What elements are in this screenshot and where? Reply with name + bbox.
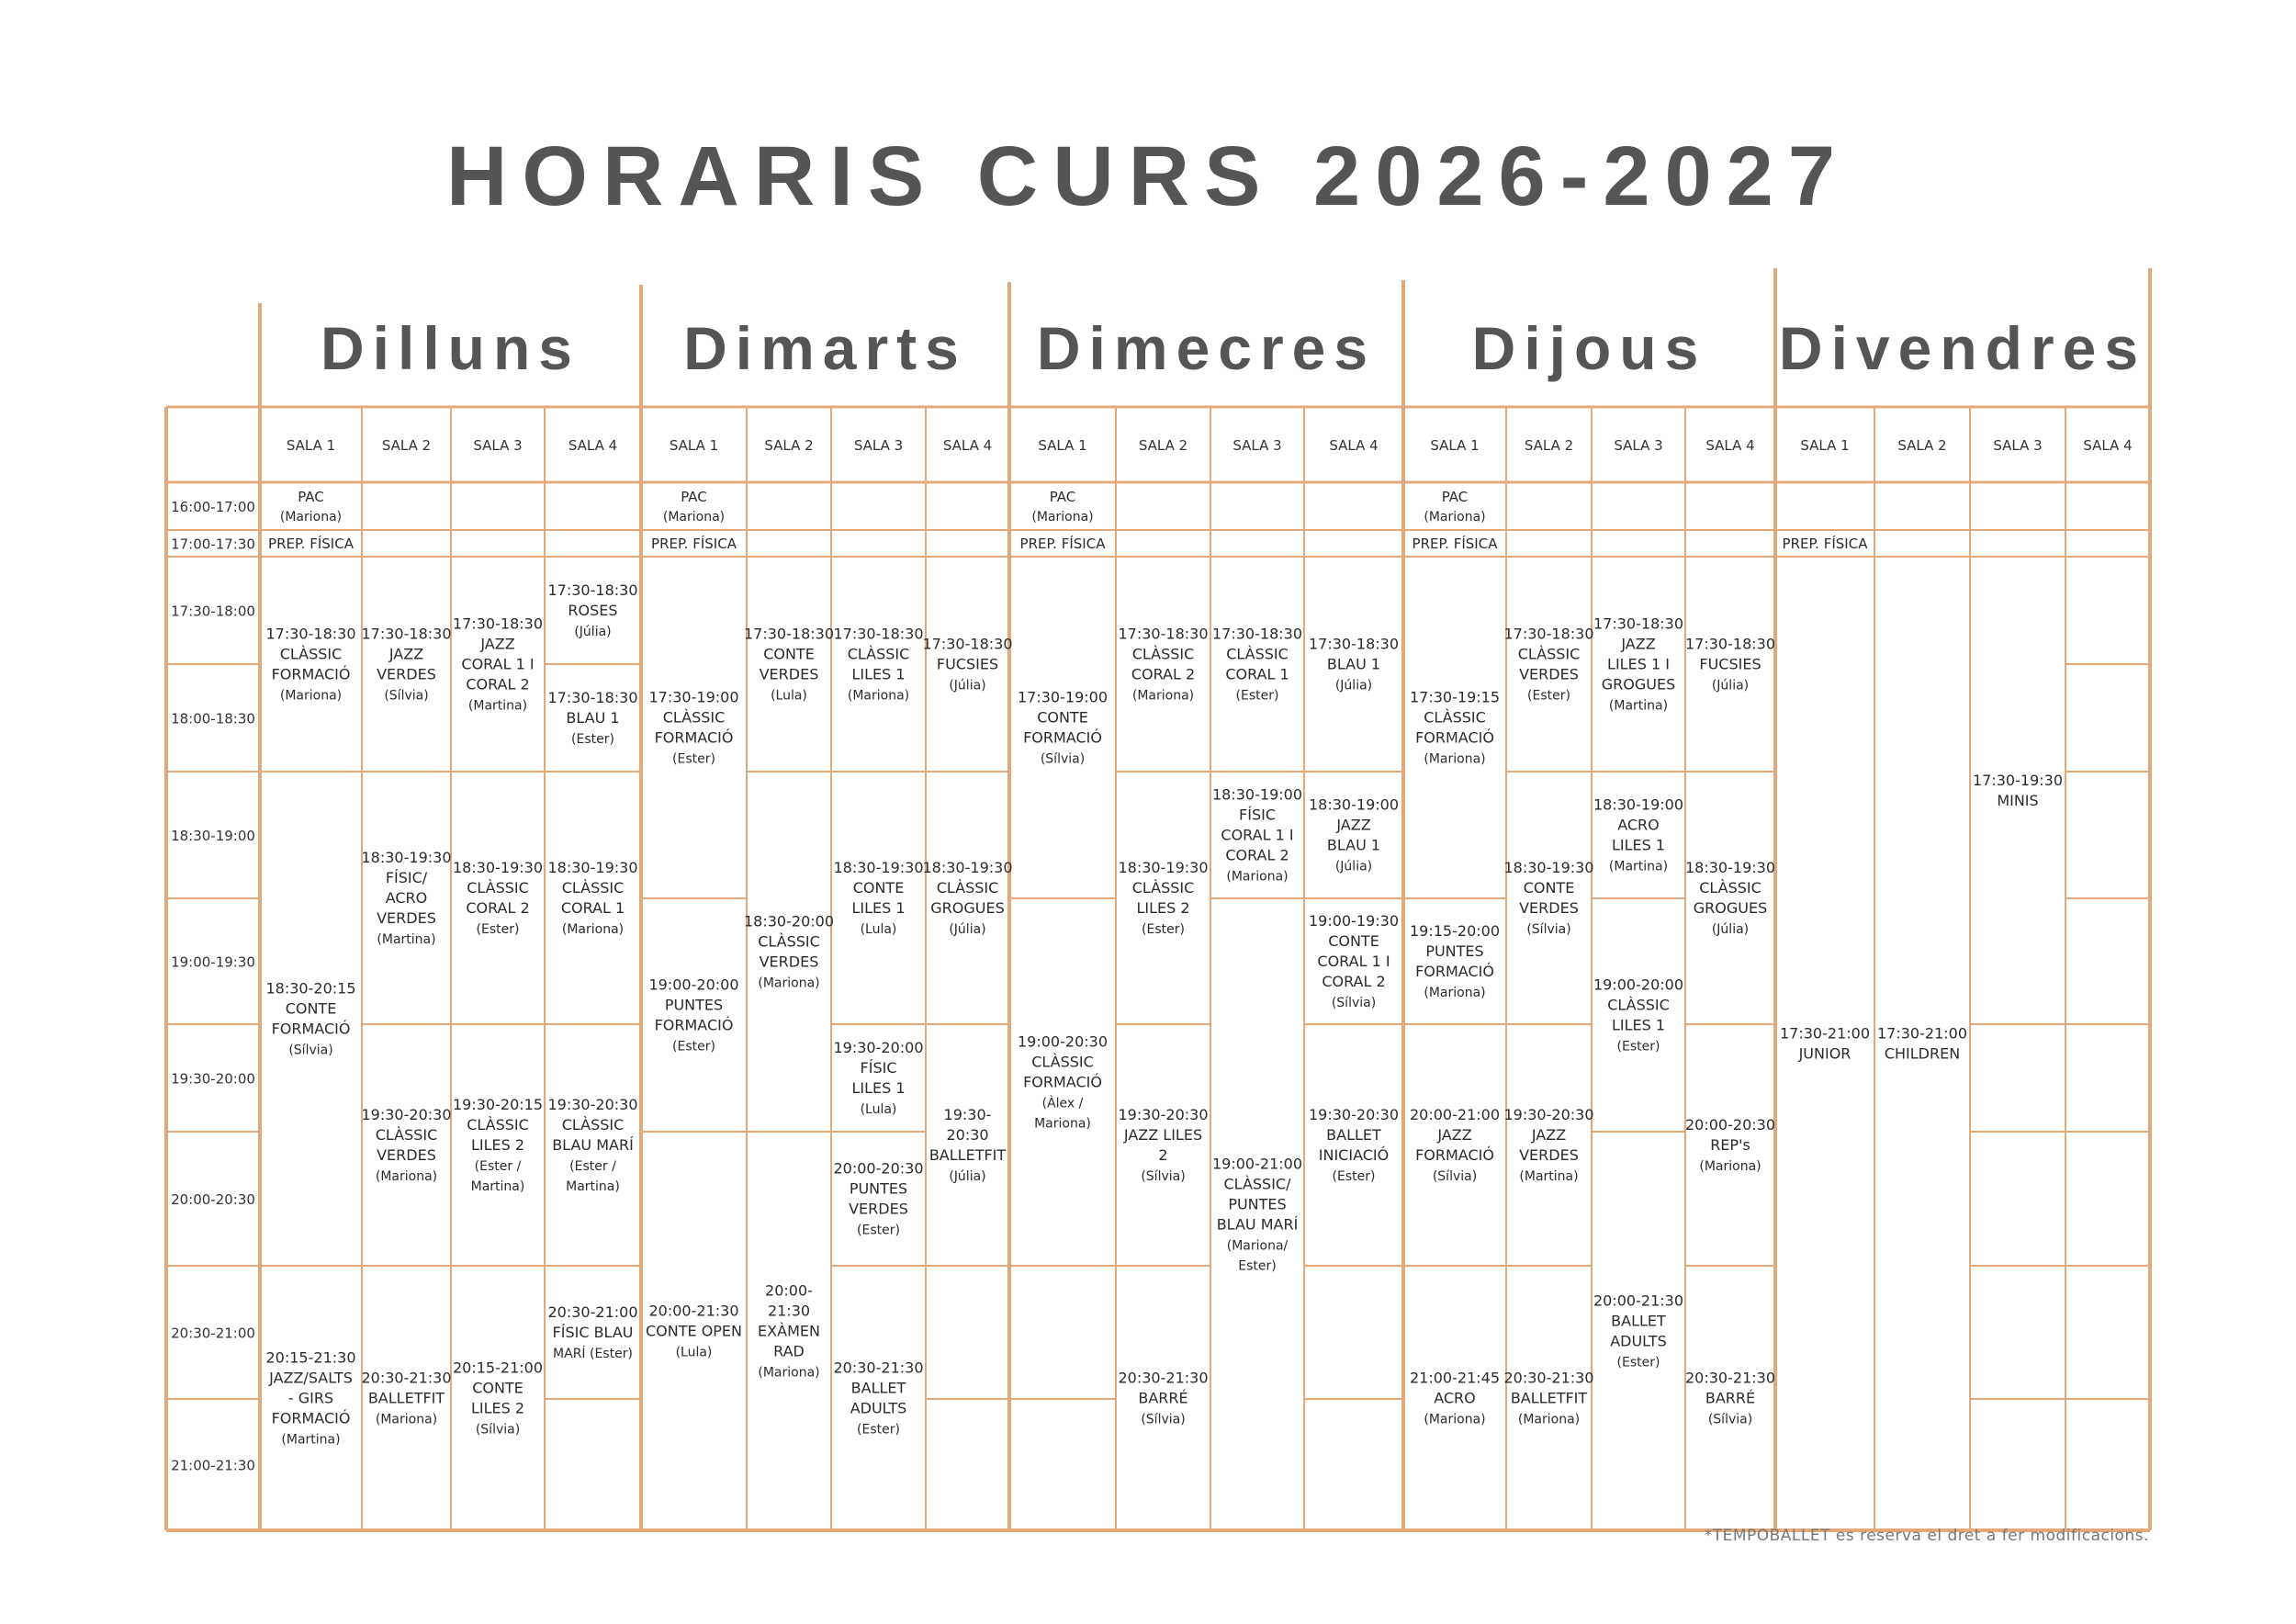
day-header-dijous: Dijous <box>1471 314 1707 382</box>
class-cell-text: PAC <box>1441 488 1469 505</box>
class-cell-text: 17:30-18:30 <box>1685 635 1775 653</box>
class-cell-text: FORMACIÓ <box>271 1020 351 1038</box>
class-cell-text: FORMACIÓ <box>1415 728 1494 747</box>
time-slot-label: 17:00-17:30 <box>171 536 255 553</box>
class-cell-text: FÍSIC <box>1239 806 1276 824</box>
time-slot-label: 19:00-19:30 <box>171 953 255 971</box>
class-cell-text: PAC <box>681 488 707 505</box>
class-cell-text: 18:30-19:30 <box>1118 859 1209 877</box>
class-cell-text: CONTE <box>852 879 905 897</box>
class-cell-text: CORAL 2 <box>1225 846 1289 864</box>
class-cell-text: ADULTS <box>850 1399 907 1417</box>
class-cell-text: CONTE <box>1328 932 1379 951</box>
class-cell-text: FUCSIES <box>1699 655 1761 673</box>
class-cell-text: (Mariona) <box>847 688 910 704</box>
class-cell-text: CORAL 1 I <box>1317 953 1390 971</box>
class-cell-text: (Sílvia) <box>384 688 429 704</box>
class-cell-text: CLÀSSIC <box>561 879 625 897</box>
class-cell-text: LILES 2 <box>470 1399 525 1417</box>
class-cell-text: VERDES <box>377 665 436 683</box>
class-cell-text: JAZZ LILES <box>1123 1126 1203 1145</box>
class-cell-text: Martina) <box>566 1179 620 1195</box>
day-header-divendres: Divendres <box>1778 314 2147 382</box>
room-header: SALA 2 <box>1524 437 1574 454</box>
class-cell-text: PUNTES <box>1228 1195 1287 1213</box>
class-cell-text: 19:00-20:00 <box>1593 976 1683 994</box>
class-cell-text: (Mariona) <box>1699 1159 1761 1175</box>
class-cell-text: (Ester) <box>1142 922 1185 938</box>
class-cell-text: (Sílvia) <box>1040 751 1086 767</box>
class-cell-text: (Mariona) <box>1031 509 1094 524</box>
class-cell-text: (Lula) <box>860 1102 897 1118</box>
class-cell-text: FORMACIÓ <box>1415 1146 1494 1165</box>
class-cell-text: 17:30-19:00 <box>1018 688 1108 706</box>
class-cell-text: (Júlia) <box>1334 678 1373 694</box>
class-cell-text: 17:30-18:30 <box>265 625 356 643</box>
class-cell-text: (Ester) <box>1616 1039 1660 1054</box>
class-cell-text: (Sílvia) <box>1331 996 1377 1011</box>
class-cell-text: (Sílvia) <box>288 1043 333 1058</box>
class-cell-text: 2 <box>1158 1146 1168 1165</box>
class-cell-text: 18:30-20:00 <box>744 912 834 930</box>
room-header: SALA 1 <box>1800 437 1850 454</box>
class-cell-text: CLÀSSIC <box>1517 645 1581 663</box>
class-cell-text: (Ester) <box>1527 688 1570 704</box>
class-cell-text: PREP. FÍSICA <box>1782 535 1868 552</box>
class-cell-text: 17:30-18:30 <box>547 689 638 707</box>
class-cell-text: 20:00-21:30 <box>648 1302 739 1320</box>
class-cell-text: BARRÉ <box>1138 1389 1188 1407</box>
class-cell-text: GROGUES <box>1601 675 1676 694</box>
class-cell-text: (Ester) <box>1235 688 1279 704</box>
class-cell-text: (Lula) <box>675 1345 713 1360</box>
class-cell-text: (Mariona) <box>375 1412 438 1427</box>
class-cell-text: 20:15-21:30 <box>265 1348 356 1367</box>
class-cell-text: 19:15-20:00 <box>1410 922 1500 941</box>
class-cell-text: 18:30-19:00 <box>1593 795 1683 814</box>
class-cell-text: LILES 1 <box>851 899 906 918</box>
room-header: SALA 3 <box>1993 437 2043 454</box>
room-header: SALA 3 <box>473 437 523 454</box>
class-cell-text: (Mariona) <box>375 1169 438 1185</box>
class-cell-text: LILES 2 <box>1136 899 1190 918</box>
class-cell-text: CHILDREN <box>1884 1044 1961 1063</box>
class-cell-text: 20:30-21:00 <box>547 1303 638 1322</box>
class-cell-text: FORMACIÓ <box>271 665 351 683</box>
class-cell-text: ROSES <box>568 602 618 620</box>
class-cell-text: MARÍ (Ester) <box>553 1347 633 1362</box>
class-cell-text: (Sílvia) <box>475 1422 521 1438</box>
class-cell-text: FORMACIÓ <box>1023 1073 1102 1091</box>
class-cell-text: FÍSIC/ <box>385 869 428 887</box>
class-cell-text: (Mariona) <box>561 922 625 938</box>
class-cell-text: BLAU MARÍ <box>1216 1215 1299 1234</box>
class-cell-text: 18:30-19:30 <box>833 859 924 877</box>
room-header: SALA 4 <box>568 437 618 454</box>
class-cell-text: (Ester) <box>857 1422 900 1438</box>
class-cell-text: 19:30-20:30 <box>1503 1106 1594 1124</box>
class-cell-text: ACRO <box>1434 1389 1476 1407</box>
class-cell-text: 17:30-19:00 <box>648 688 739 706</box>
room-header: SALA 4 <box>1329 437 1379 454</box>
class-cell-text: FUCSIES <box>936 655 999 673</box>
class-cell-text: (Sílvia) <box>1526 922 1571 938</box>
class-cell-text: LILES 2 <box>470 1136 525 1155</box>
class-cell-text: 18:30-19:30 <box>1503 859 1594 877</box>
class-cell-text: INICIACIÓ <box>1318 1146 1390 1165</box>
class-cell-text: (Ester) <box>672 1039 715 1054</box>
class-cell-text: (Martina) <box>377 932 436 948</box>
class-cell-text: LILES 1 I <box>1607 655 1670 673</box>
time-slot-label: 18:30-19:00 <box>171 828 255 844</box>
class-cell-text: JAZZ <box>1621 635 1656 653</box>
class-cell-text: 21:00-21:45 <box>1410 1369 1500 1387</box>
class-cell-text: CONTE OPEN <box>645 1322 743 1340</box>
class-cell-text: CORAL 2 <box>1322 973 1386 991</box>
class-cell-text: CORAL 2 <box>466 899 530 918</box>
class-cell-text: 17:30-18:30 <box>547 581 638 600</box>
class-cell-text: CLÀSSIC <box>375 1126 438 1145</box>
class-cell-text: CORAL 1 <box>560 899 625 918</box>
class-cell-text: RAD <box>773 1342 805 1360</box>
room-header: SALA 2 <box>1138 437 1188 454</box>
class-cell-text: FORMACIÓ <box>1415 963 1494 981</box>
page-title: HORARIS CURS 2026-2027 <box>445 130 1850 223</box>
class-cell-text: (Júlia) <box>949 922 986 938</box>
class-cell-text: PAC <box>298 488 324 505</box>
class-cell-text: (Mariona) <box>1424 509 1486 524</box>
class-cell-text: FORMACIÓ <box>654 1016 734 1034</box>
class-cell-text: 20:30-21:30 <box>1503 1369 1594 1387</box>
class-cell-text: CLÀSSIC <box>1699 879 1761 897</box>
room-header: SALA 4 <box>1705 437 1755 454</box>
class-cell-text: 20:00-21:30 <box>1593 1291 1683 1310</box>
class-cell-text: 20:30 <box>946 1126 989 1145</box>
class-cell-text: 17:30-21:00 <box>1780 1024 1870 1043</box>
room-header: SALA 2 <box>764 437 814 454</box>
class-cell-text: 20:30-21:30 <box>1685 1369 1775 1387</box>
class-cell-text: 18:30-19:00 <box>1309 795 1399 814</box>
class-cell-text: 19:30-20:30 <box>361 1106 452 1124</box>
class-cell-text: 20:00- <box>765 1281 813 1300</box>
class-cell-text: CORAL 2 <box>1131 665 1196 683</box>
class-cell-text: CLÀSSIC <box>467 1116 529 1134</box>
class-cell-text: JAZZ <box>480 635 515 653</box>
class-cell-text: 17:30-18:30 <box>453 615 543 633</box>
class-cell-text: CLÀSSIC <box>1031 1053 1094 1071</box>
class-cell-text: ADULTS <box>1610 1332 1667 1350</box>
class-cell-text: 19:30-20:30 <box>1309 1106 1399 1124</box>
class-cell-text: (Mariona) <box>662 509 726 524</box>
day-header-dimecres: Dimecres <box>1036 314 1377 382</box>
room-header: SALA 2 <box>1897 437 1947 454</box>
class-cell-text: PREP. FÍSICA <box>651 535 737 552</box>
room-header: SALA 3 <box>1232 437 1282 454</box>
class-cell-text: JAZZ <box>1336 816 1371 834</box>
class-cell-text: CLÀSSIC <box>1226 645 1289 663</box>
room-header: SALA 1 <box>286 437 336 454</box>
class-cell-text: - GIRS <box>287 1389 334 1407</box>
class-cell-text: 19:30- <box>943 1106 992 1124</box>
class-cell-text: (Mariona) <box>1424 986 1486 1001</box>
class-cell-text: (Mariona) <box>758 976 820 991</box>
class-cell-text: GROGUES <box>930 899 1005 918</box>
time-slot-label: 20:00-20:30 <box>171 1191 255 1208</box>
class-cell-text: 17:30-21:00 <box>1877 1024 1967 1043</box>
room-header: SALA 4 <box>942 437 993 454</box>
class-cell-text: 20:30-21:30 <box>833 1359 924 1377</box>
class-cell-text: (Ester) <box>1616 1355 1660 1370</box>
class-cell-text: CORAL 2 <box>466 675 530 694</box>
class-cell-text: ACRO <box>1617 816 1660 834</box>
class-cell-text: CONTE <box>763 645 815 663</box>
room-header: SALA 4 <box>2083 437 2133 454</box>
class-cell-text: 19:30-20:00 <box>833 1039 924 1057</box>
class-cell-text: (Mariona) <box>1131 688 1195 704</box>
class-cell-text: BALLET <box>1611 1312 1666 1330</box>
class-cell-text: (Mariona/ <box>1226 1238 1289 1254</box>
day-header-dilluns: Dilluns <box>320 314 581 382</box>
class-cell-text: VERDES <box>1519 899 1579 918</box>
class-cell-text: 20:00-20:30 <box>833 1159 924 1178</box>
room-header: SALA 3 <box>1614 437 1663 454</box>
class-cell-text: 17:30-18:30 <box>1309 635 1399 653</box>
class-cell-text: VERDES <box>1519 1146 1579 1165</box>
class-cell-text: (Mariona) <box>1424 1412 1486 1427</box>
class-cell-text: BALLET <box>1326 1126 1381 1145</box>
class-cell-text: (Júlia) <box>574 625 612 640</box>
class-cell-text: JAZZ <box>1531 1126 1567 1145</box>
class-cell-text: (Júlia) <box>949 1169 986 1185</box>
class-cell-text: 17:30-18:30 <box>922 635 1013 653</box>
class-cell-text: FORMACIÓ <box>654 728 734 747</box>
class-cell-text: ACRO <box>385 889 428 908</box>
class-cell-text: (Mariona) <box>1517 1412 1581 1427</box>
class-cell-text: BLAU 1 <box>1326 836 1381 854</box>
class-cell-text: CORAL 1 I <box>461 655 535 673</box>
class-cell-text: CLÀSSIC <box>1131 879 1195 897</box>
class-cell-text: VERDES <box>759 953 819 971</box>
class-cell-text: VERDES <box>377 1146 436 1165</box>
class-cell-text: 18:30-20:15 <box>265 979 356 998</box>
class-cell-text: 17:30-18:30 <box>1118 625 1209 643</box>
footnote: *TEMPOBALLET es reserva el dret a fer modificacions. <box>1704 1527 2149 1545</box>
class-cell-text: LILES 1 <box>1611 1016 1666 1034</box>
class-cell-text: BLAU MARÍ <box>552 1136 634 1155</box>
room-header: SALA 2 <box>381 437 432 454</box>
class-cell-text: CLÀSSIC <box>1131 645 1195 663</box>
class-cell-text: VERDES <box>849 1200 908 1218</box>
class-cell-text: 20:15-21:00 <box>453 1359 543 1377</box>
class-cell-text: BALLETFIT <box>929 1146 1007 1165</box>
class-cell-text: 20:30-21:30 <box>1118 1369 1209 1387</box>
class-cell-text: PAC <box>1049 488 1076 505</box>
class-cell-text: 17:30-19:15 <box>1410 688 1500 706</box>
class-cell-text: LILES 1 <box>851 665 906 683</box>
class-cell-text: (Mariona) <box>1226 869 1289 885</box>
class-cell-text: (Júlia) <box>949 678 986 694</box>
class-cell-text: 20:30-21:30 <box>361 1369 452 1387</box>
class-cell-text: (Ester) <box>857 1223 900 1238</box>
class-cell-text: CONTE <box>1523 879 1575 897</box>
class-cell-text: FÍSIC <box>860 1059 897 1077</box>
class-cell-text: CLÀSSIC <box>279 645 343 663</box>
class-cell-text: 17:30-18:30 <box>1503 625 1594 643</box>
class-cell-text: BARRÉ <box>1705 1389 1756 1407</box>
class-cell-text: PUNTES <box>1425 942 1484 961</box>
room-header: SALA 3 <box>853 437 904 454</box>
class-cell-text: CLÀSSIC <box>758 932 820 951</box>
class-cell-text: 18:30-19:30 <box>547 859 638 877</box>
class-cell-text: BLAU 1 <box>1326 655 1381 673</box>
class-cell-text: CORAL 1 I <box>1221 826 1294 844</box>
class-cell-text: PREP. FÍSICA <box>1412 535 1498 552</box>
class-cell-text: 20:00-21:00 <box>1410 1106 1500 1124</box>
class-cell-text: (Sílvia) <box>1141 1412 1186 1427</box>
class-cell-text: LILES 1 <box>1611 836 1666 854</box>
class-cell-text: 17:30-18:30 <box>1593 615 1683 633</box>
class-cell-text: MINIS <box>1997 792 2039 810</box>
class-cell-text: (Ester) <box>1332 1169 1376 1185</box>
room-header: SALA 1 <box>1430 437 1480 454</box>
time-slot-label: 21:00-21:30 <box>171 1457 255 1474</box>
class-cell-text: JAZZ/SALTS <box>269 1369 353 1387</box>
class-cell-text: (Martina) <box>1608 698 1669 714</box>
time-slot-label: 19:30-20:00 <box>171 1070 255 1088</box>
class-cell-text: 17:30-18:30 <box>833 625 924 643</box>
class-cell-text: 19:30-20:15 <box>453 1096 543 1114</box>
time-slot-label: 18:00-18:30 <box>171 710 255 727</box>
room-header: SALA 1 <box>669 437 719 454</box>
class-cell-text: (Mariona) <box>1424 751 1486 767</box>
class-cell-text: CORAL 1 <box>1225 665 1289 683</box>
class-cell-text: PUNTES <box>664 996 724 1014</box>
class-cell-text: (Àlex / <box>1041 1096 1084 1111</box>
class-cell-text: (Sílvia) <box>1432 1169 1478 1185</box>
class-cell-text: Mariona) <box>1034 1116 1091 1132</box>
class-cell-text: (Mariona) <box>758 1365 820 1381</box>
class-cell-text: PUNTES <box>849 1179 908 1198</box>
class-cell-text: CLÀSSIC <box>1424 708 1486 727</box>
class-cell-text: (Ester) <box>672 751 715 767</box>
class-cell-text: PREP. FÍSICA <box>268 535 354 552</box>
time-slot-label: 17:30-18:00 <box>171 603 255 620</box>
time-slot-label: 20:30-21:00 <box>171 1325 255 1342</box>
class-cell-text: (Júlia) <box>1711 922 1750 938</box>
room-header: SALA 1 <box>1038 437 1087 454</box>
class-cell-text: 19:30-20:30 <box>547 1096 638 1114</box>
class-cell-text: 18:30-19:30 <box>361 849 452 867</box>
class-cell-text: REP's <box>1710 1136 1750 1155</box>
class-cell-text: 18:30-19:30 <box>1685 859 1775 877</box>
class-cell-text: VERDES <box>759 665 819 683</box>
class-cell-text: VERDES <box>1519 665 1579 683</box>
class-cell-text: CLÀSSIC <box>936 879 999 897</box>
class-cell-text: 18:30-19:00 <box>1212 785 1302 804</box>
class-cell-text: LILES 1 <box>851 1079 906 1098</box>
class-cell-text: FORMACIÓ <box>1023 728 1102 747</box>
class-cell-text: CLÀSSIC <box>662 708 726 727</box>
class-cell-text: CLÀSSIC <box>467 879 529 897</box>
class-cell-text: BALLETFIT <box>1510 1389 1588 1407</box>
class-cell-text: (Júlia) <box>1711 678 1750 694</box>
class-cell-text: CONTE <box>472 1379 523 1397</box>
class-cell-text: (Martina) <box>1608 859 1669 874</box>
class-cell-text: 19:00-19:30 <box>1309 912 1399 930</box>
class-cell-text: 19:00-20:30 <box>1018 1032 1108 1051</box>
class-cell-text: CONTE <box>1037 708 1088 727</box>
class-cell-text: (Lula) <box>860 922 897 938</box>
class-cell-text: (Ester / <box>569 1159 616 1175</box>
class-cell-text: PREP. FÍSICA <box>1019 535 1106 552</box>
class-cell-text: (Martina) <box>281 1432 341 1448</box>
class-cell-text: 19:30-20:30 <box>1118 1106 1209 1124</box>
class-cell-text: 19:00-21:00 <box>1212 1155 1302 1173</box>
class-cell-text: (Ester) <box>571 732 614 748</box>
class-cell-text: (Martina) <box>1519 1169 1579 1185</box>
class-cell-text: (Sílvia) <box>1707 1412 1753 1427</box>
class-cell-text: (Júlia) <box>1334 859 1373 874</box>
class-cell-text: CLÀSSIC/ <box>1223 1175 1291 1193</box>
class-cell-text: CONTE <box>285 999 337 1018</box>
class-cell-text: CLÀSSIC <box>1607 996 1670 1014</box>
class-cell-text: 18:30-19:30 <box>922 859 1013 877</box>
class-cell-text: JAZZ <box>1437 1126 1472 1145</box>
class-cell-text: (Ester / <box>474 1159 522 1175</box>
class-cell-text: FORMACIÓ <box>271 1409 351 1427</box>
class-cell-text: 20:00-20:30 <box>1685 1116 1775 1134</box>
class-cell-text: 18:30-19:30 <box>453 859 543 877</box>
time-slot-label: 16:00-17:00 <box>171 499 255 515</box>
class-cell-text: EXÀMEN <box>758 1322 820 1340</box>
class-cell-text: (Mariona) <box>279 509 343 524</box>
class-cell-text: 17:30-19:30 <box>1973 772 2063 790</box>
class-cell-text: 17:30-18:30 <box>744 625 834 643</box>
class-cell-text: (Sílvia) <box>1141 1169 1186 1185</box>
class-cell-text: CLÀSSIC <box>847 645 910 663</box>
table-text <box>171 314 2146 1474</box>
class-cell-text: 17:30-18:30 <box>361 625 452 643</box>
class-cell-text: BALLETFIT <box>367 1389 445 1407</box>
class-cell-text: (Lula) <box>771 688 807 704</box>
day-header-dimarts: Dimarts <box>683 314 967 382</box>
class-cell-text: 19:00-20:00 <box>648 976 739 994</box>
class-cell-text: (Martina) <box>467 698 528 714</box>
class-cell-text: GROGUES <box>1693 899 1768 918</box>
class-cell-text: CLÀSSIC <box>561 1116 625 1134</box>
class-cell-text: VERDES <box>377 909 436 928</box>
class-cell-text: Ester) <box>1238 1258 1277 1274</box>
class-cell-text: JAZZ <box>388 645 424 663</box>
class-cell-text: FÍSIC BLAU <box>552 1324 634 1342</box>
class-cell-text: 21:30 <box>767 1302 811 1320</box>
class-cell-text: (Ester) <box>476 922 520 938</box>
class-cell-text: 17:30-18:30 <box>1212 625 1302 643</box>
class-cell-text: JUNIOR <box>1798 1044 1851 1063</box>
class-cell-text: Martina) <box>470 1179 525 1195</box>
class-cell-text: BLAU 1 <box>566 709 620 727</box>
class-cell-text: (Mariona) <box>279 688 343 704</box>
class-cell-text: BALLET <box>850 1379 906 1397</box>
